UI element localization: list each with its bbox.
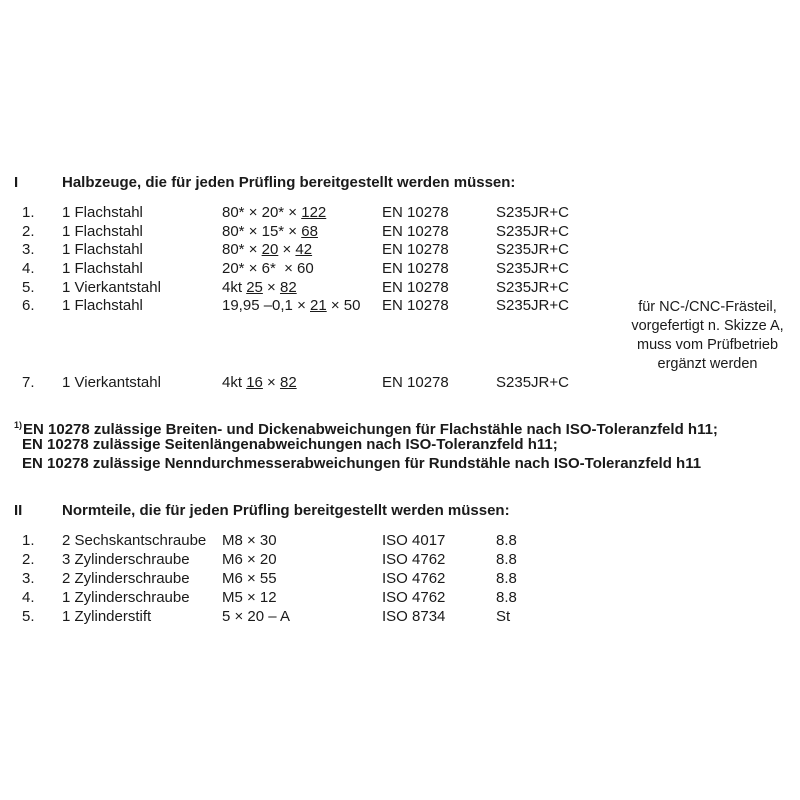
s2-row-4-item: 1 Zylinderschraube (62, 589, 190, 606)
s2-row-3-material: 8.8 (496, 570, 517, 587)
s2-row-5-item: 1 Zylinderstift (62, 608, 152, 625)
s1-row-2-material: S235JR+C (496, 223, 569, 240)
s1-row-6-num: 6. (22, 297, 35, 314)
note-line: vorgefertigt n. Skizze A, (631, 318, 784, 334)
s1-row-4-num: 4. (22, 260, 35, 277)
s2-row-1-material: 8.8 (496, 532, 517, 549)
s1-row-5-dimension: 4kt 25 × 82 (222, 279, 297, 296)
section-2-heading: Normteile, die für jeden Prüfling bereitgestellt werden müssen: (62, 502, 510, 519)
s2-row-5-dimension: 5 × 20 – A (222, 608, 290, 625)
s2-row-3-norm: ISO 4762 (382, 570, 446, 587)
note-line: für NC-/CNC-Frästeil, (638, 299, 777, 315)
s1-row-6-material: S235JR+C (496, 297, 569, 314)
s2-row-3-dimension: M6 × 55 (222, 570, 277, 587)
s1-row-4-dimension: 20* × 6* × 60 (222, 260, 314, 277)
s2-row-4-norm: ISO 4762 (382, 589, 446, 606)
s2-row-1-num: 1. (22, 532, 35, 549)
s1-row-4-item: 1 Flachstahl (62, 260, 143, 277)
footnote-line-3: EN 10278 zulässige Nenndurchmesserabweichungen für Rundstähle nach ISO-Toleranzfeld h11 (22, 455, 702, 472)
s1-row-7-item: 1 Vierkantstahl (62, 374, 161, 391)
s1-row-3-dimension: 80* × 20 × 42 (222, 241, 313, 258)
section-1-number: I (14, 174, 19, 191)
s2-row-2-norm: ISO 4762 (382, 551, 446, 568)
s1-row-6-dimension: 19,95 –0,1 × 21 × 50 (222, 297, 361, 314)
s2-row-5-material: St (496, 608, 511, 625)
s2-row-1-norm: ISO 4017 (382, 532, 446, 549)
s2-row-5-num: 5. (22, 608, 35, 625)
s1-row-7-material: S235JR+C (496, 374, 569, 391)
s2-row-4-num: 4. (22, 589, 35, 606)
s1-row-1-dimension: 80* × 20* × 122 (222, 204, 327, 221)
s1-row-1-norm: EN 10278 (382, 204, 449, 221)
s1-row-6-norm: EN 10278 (382, 297, 449, 314)
s1-row-2-dimension: 80* × 15* × 68 (222, 223, 318, 240)
s1-row-1-num: 1. (22, 204, 35, 221)
s1-row-1-item: 1 Flachstahl (62, 204, 143, 221)
section-2-number: II (14, 502, 23, 519)
s2-row-2-material: 8.8 (496, 551, 517, 568)
s1-row-6-item: 1 Flachstahl (62, 297, 143, 314)
s1-row-5-material: S235JR+C (496, 279, 569, 296)
s1-row-4-norm: EN 10278 (382, 260, 449, 277)
s1-row-5-item: 1 Vierkantstahl (62, 279, 161, 296)
s1-row-3-num: 3. (22, 241, 35, 258)
s1-row-2-norm: EN 10278 (382, 223, 449, 240)
s2-row-1-dimension: M8 × 30 (222, 532, 277, 549)
s1-row-7-dimension: 4kt 16 × 82 (222, 374, 297, 391)
section-1-heading: Halbzeuge, die für jeden Prüfling bereitgestellt werden müssen: (62, 174, 516, 191)
s1-row-1-material: S235JR+C (496, 204, 569, 221)
s1-row-5-num: 5. (22, 279, 35, 296)
s1-row-2-item: 1 Flachstahl (62, 223, 143, 240)
footnote-marker: 1) (14, 420, 23, 430)
s2-row-2-item: 3 Zylinderschraube (62, 551, 190, 568)
s1-row-7-norm: EN 10278 (382, 374, 449, 391)
footnote-line-2: EN 10278 zulässige Seitenlängenabweichungen nach ISO-Toleranzfeld h11; (22, 436, 558, 453)
s1-row-6-note (620, 298, 795, 374)
s1-row-2-num: 2. (22, 223, 35, 240)
s2-row-4-material: 8.8 (496, 589, 517, 606)
s2-row-5-norm: ISO 8734 (382, 608, 446, 625)
s2-row-3-num: 3. (22, 570, 35, 587)
s2-row-2-dimension: M6 × 20 (222, 551, 277, 568)
note-line: ergänzt werden (657, 356, 758, 372)
s2-row-3-item: 2 Zylinderschraube (62, 570, 190, 587)
s1-row-3-material: S235JR+C (496, 241, 569, 258)
s2-row-2-num: 2. (22, 551, 35, 568)
s1-row-5-norm: EN 10278 (382, 279, 449, 296)
s2-row-1-item: 2 Sechskantschraube (62, 532, 207, 549)
s1-row-7-num: 7. (22, 374, 35, 391)
note-line: muss vom Prüfbetrieb (636, 337, 779, 353)
s1-row-3-item: 1 Flachstahl (62, 241, 143, 258)
s1-row-4-material: S235JR+C (496, 260, 569, 277)
s2-row-4-dimension: M5 × 12 (222, 589, 277, 606)
s1-row-3-norm: EN 10278 (382, 241, 449, 258)
footnote-line-1: $^{1)}$EN 10278 zulässige Breiten- und Dickenabweichungen für Flachstähle nach ISO-Toleranzfeld h11; (14, 420, 718, 438)
